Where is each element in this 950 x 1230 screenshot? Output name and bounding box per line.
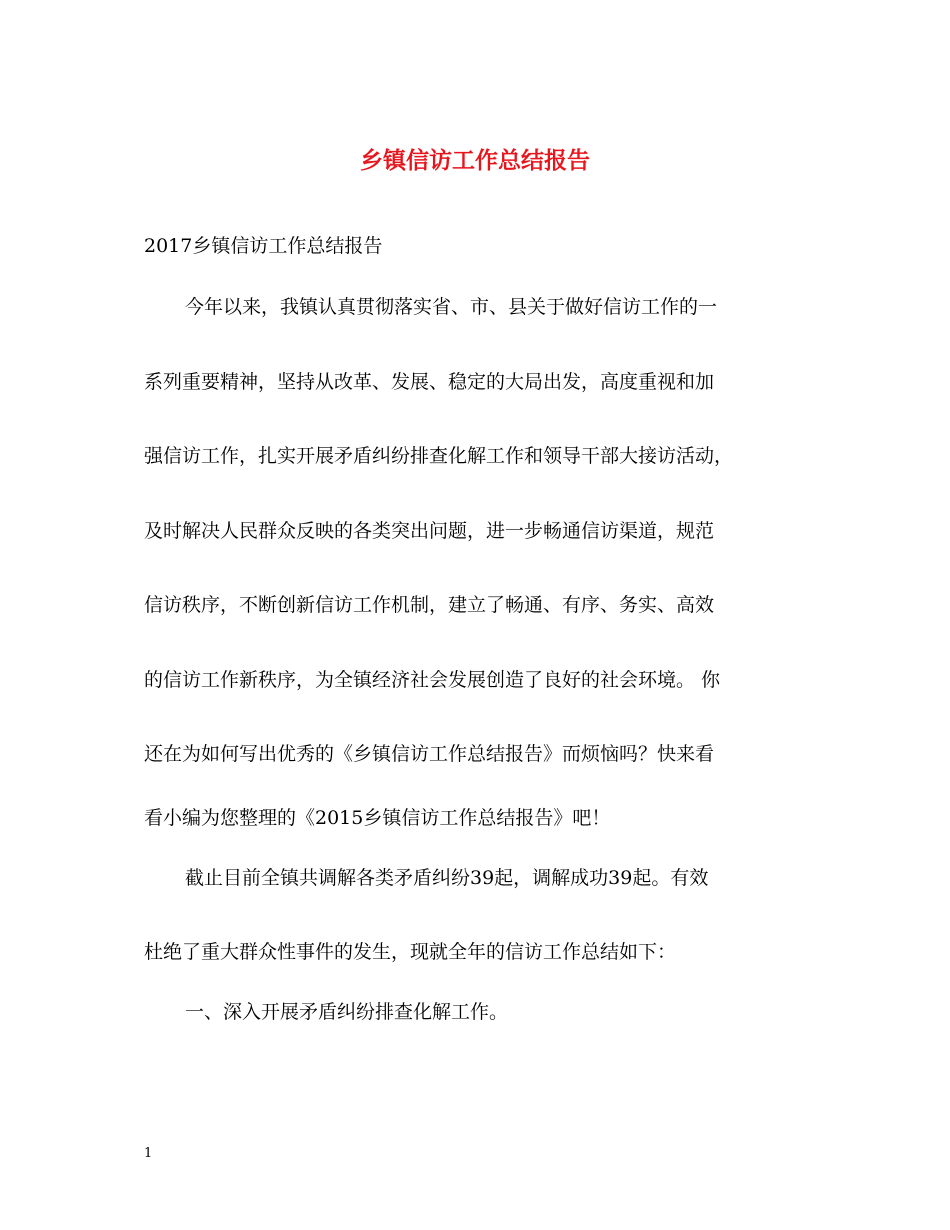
paragraph-line: 及时解决人民群众反映的各类突出问题，进一步畅通信访渠道，规范 (144, 520, 715, 542)
paragraph-line: 还在为如何写出优秀的《乡镇信访工作总结报告》而烦恼吗？快来看 (144, 743, 715, 765)
paragraph-line: 今年以来，我镇认真贯彻落实省、市、县关于做好信访工作的一 (185, 296, 718, 318)
document-subtitle: 2017乡镇信访工作总结报告 (144, 235, 383, 257)
paragraph-line: 截止目前全镇共调解各类矛盾纠纷39起，调解成功39起。有效 (185, 867, 709, 889)
paragraph-line: 的信访工作新秩序，为全镇经济社会发展创造了良好的社会环境。 你 (144, 669, 721, 691)
paragraph-line: 杜绝了重大群众性事件的发生，现就全年的信访工作总结如下： (144, 941, 677, 963)
section-heading: 一、深入开展矛盾纠纷排查化解工作。 (185, 1001, 509, 1023)
paragraph-line: 看小编为您整理的《2015乡镇信访工作总结报告》吧！ (144, 807, 611, 829)
page-number: 1 (144, 1146, 153, 1161)
document-title: 乡镇信访工作总结报告 (360, 147, 590, 174)
paragraph-line: 系列重要精神，坚持从改革、发展、稳定的大局出发，高度重视和加 (144, 371, 715, 393)
paragraph-line: 强信访工作，扎实开展矛盾纠纷排查化解工作和领导干部大接访活动， (144, 445, 734, 467)
paragraph-line: 信访秩序，不断创新信访工作机制，建立了畅通、有序、务实、高效 (144, 594, 715, 616)
